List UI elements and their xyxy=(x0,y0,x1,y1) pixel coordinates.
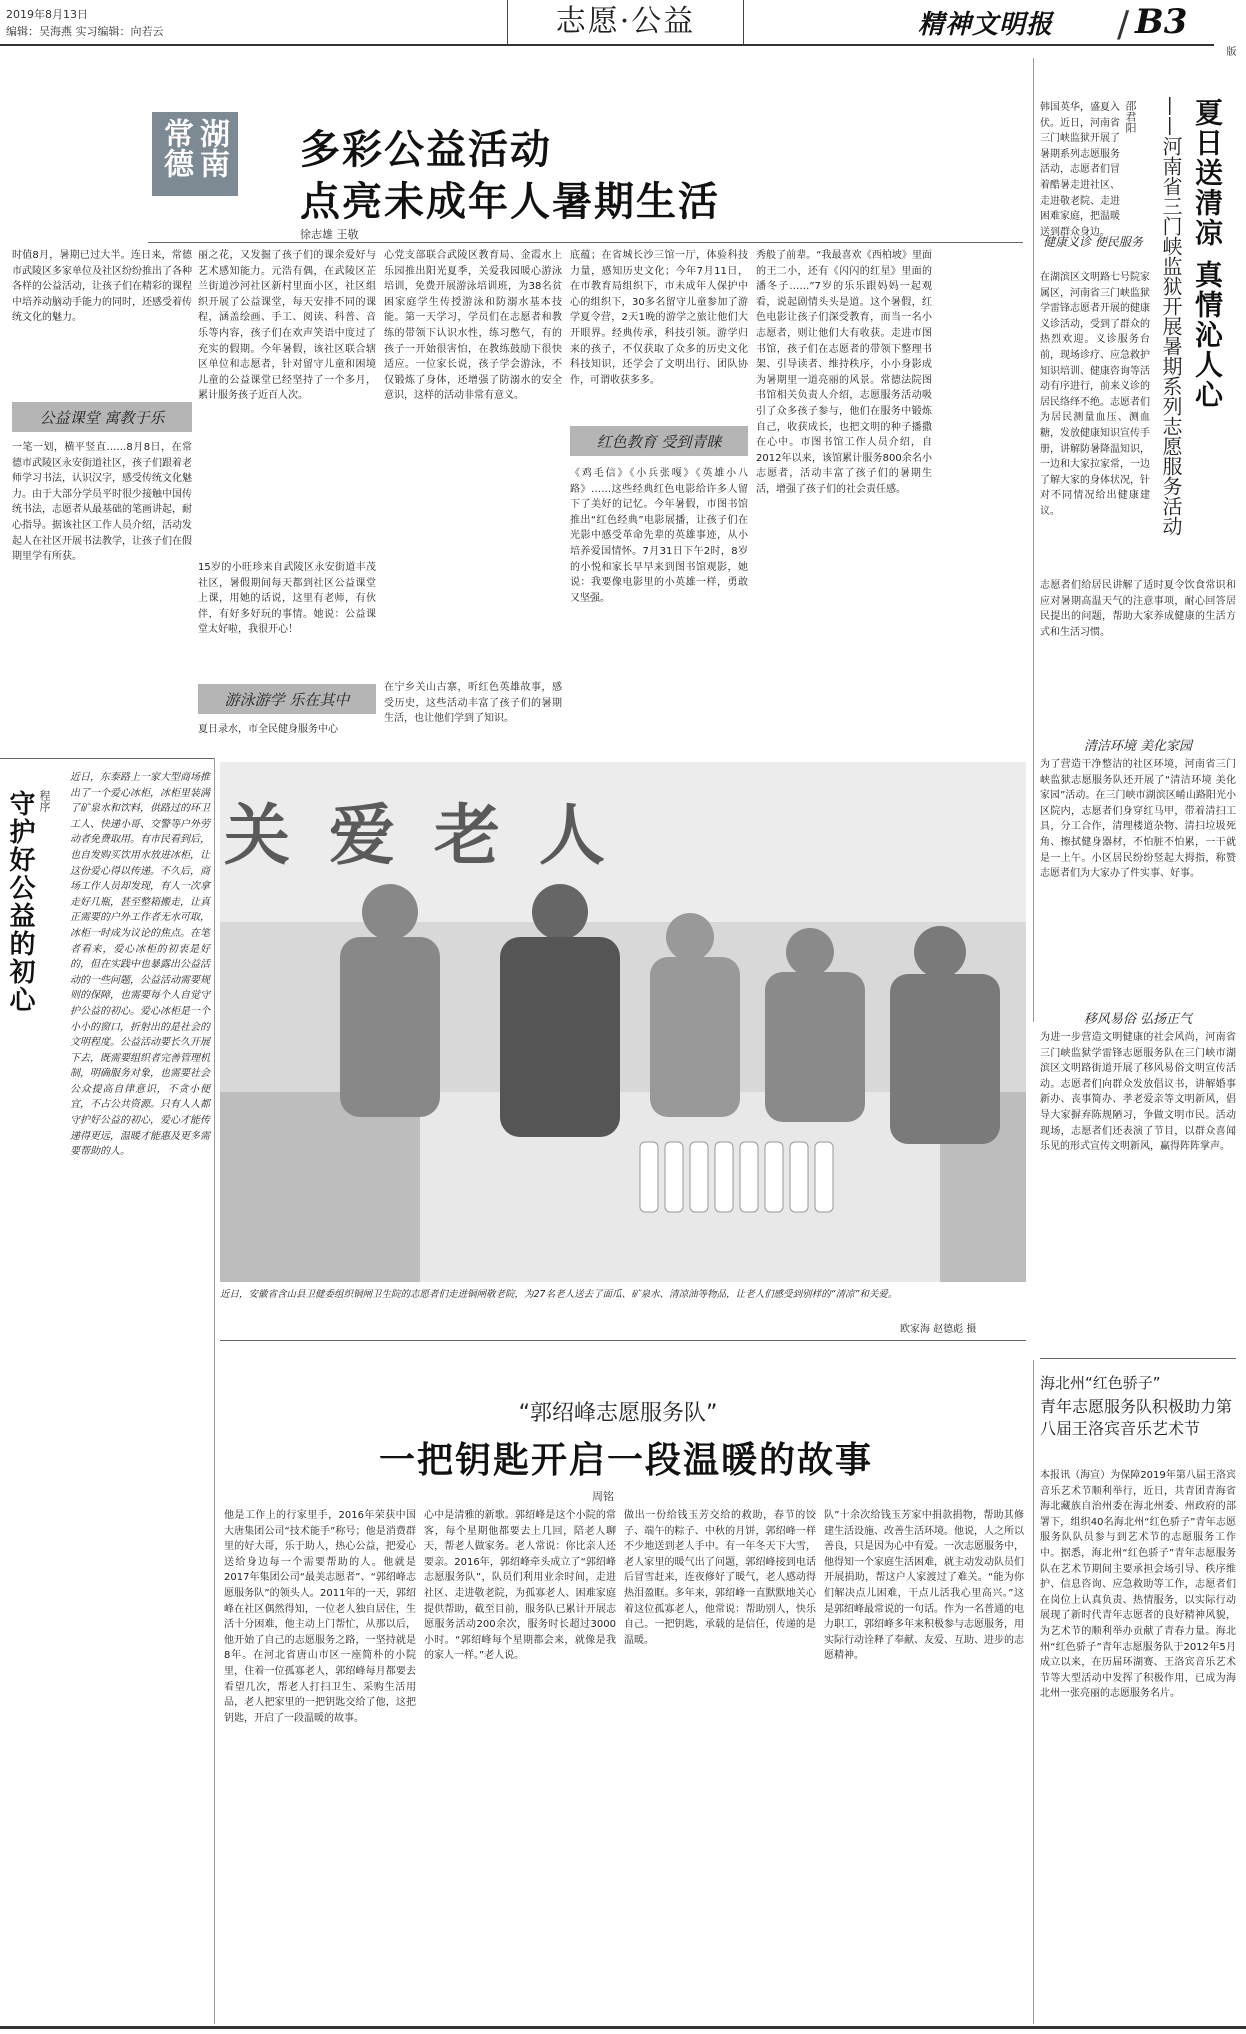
article5-top-rule xyxy=(1040,1358,1236,1359)
article5-left-rule xyxy=(1033,1360,1034,2024)
place-tag-line2: 常德 xyxy=(158,118,193,178)
article3-text: 近日，东泰路上一家大型商场推出了一个爱心冰柜，冰柜里装满了矿泉水和饮料，供路过的环卫工人、快递小哥、交警等户外劳动者免费取用。有市民看到后，也自发购买饮用水放进冰柜，让这份爱心得以传递。不久后，商场工作人员却发现，有人一次拿走好几瓶，甚至整箱搬走，让真正需要的户外工作者无水可取，冰柜一时成为议论的焦点。在笔者看来，爱心冰柜的初衷是好的，但在实践中也暴露出公益活动的一些问题，公益活动需要规则的保障，也需要每个人自觉守护公益的初心。爱心冰柜是一个小小的窗口，折射出的是社会的文明程度。公益活动要长久开展下去，既需要组织者完善管理机制，明确服务对象，也需要社会公众提高自律意识，不贪小便宜，不占公共资源。只有人人都守护好公益的初心，爱心才能传递得更远，温暖才能惠及更多需要帮助的人。 xyxy=(70,772,210,1158)
article2-left-rule xyxy=(1033,58,1034,1022)
article1-subhead1: 公益课堂 寓教于乐 xyxy=(39,409,165,427)
header-date: 2019年8月13日 xyxy=(6,8,88,21)
section-title: 志愿·公益 xyxy=(555,4,696,39)
news-photo xyxy=(220,762,1026,1282)
article1-subhead3: 红色教育 受到青睐 xyxy=(596,433,722,451)
article1-byline: 徐志雄 王敬 xyxy=(300,228,359,241)
article1-col2: 丽之花，又发掘了孩子们的课余爱好与艺术感知能力。元浩有偶，在武陵区芷兰街道沙河社区新村里面小区，社区组织开展了公益课堂，每天安排不同的课程，涵盖绘画、手工、阅读、科普、音乐等内容，孩子们在欢声笑语中度过了充实的假期。今年暑假，该社区联合辖区单位和志愿者，针对留守儿童和困境儿童的公益课堂已经坚持了一个多月，累计服务孩子近百人次。 xyxy=(198,250,376,402)
article2-p2: 为了营造干净整洁的社区环境，河南省三门峡监狱志愿服务队还开展了“清洁环境 美化家园”活动。在三门峡市湖滨区崤山路阳光小区院内，志愿者们身穿红马甲，带着清扫工具，分工合作，清理楼道杂物、清扫垃圾死角、擦拭健身器材，不怕脏不怕累，一干就是一上午。小区居民纷纷竖起大拇指，称赞志愿者们为大家办了件实事、好事。 xyxy=(1040,759,1236,880)
article2-p3: 为进一步营造文明健康的社会风尚，河南省三门峡监狱学雷锋志愿服务队在三门峡市湖滨区文明路街道开展了移风易俗文明宣传活动。志愿者们向群众发放倡议书，讲解婚事新办、丧事简办、孝老爱亲等文明新风，倡导大家摒弃陈规陋习，争做文明市民。活动现场，志愿者们还表演了节目，以群众喜闻乐见的形式宣传文明新风，赢得阵阵掌声。 xyxy=(1040,1032,1236,1153)
article2-title-sub: ——河南省三门峡监狱开展暑期系列志愿服务活动 xyxy=(1159,96,1183,536)
article1-title-rule xyxy=(148,242,1023,243)
header-rule xyxy=(0,44,1214,46)
article1-title-line1: 多彩公益活动 xyxy=(300,127,552,173)
place-tag-line1: 湖南 xyxy=(194,118,229,178)
photo-bottom-rule xyxy=(220,1340,1026,1341)
header-slash: / xyxy=(1117,4,1130,45)
article4-title: 一把钥匙开启一段温暖的故事 xyxy=(378,1440,873,1481)
article2-subhead3: 移风易俗 弘扬正气 xyxy=(1083,1012,1193,1027)
article4-col4: 队”十余次给钱玉芳家中捐款捐物，帮助其修建生活设施、改善生活环境。他说，人之所以善良，只是因为心中有爱。一次志愿服务中，他得知一个家庭生活困难，就主动发动队员们开展捐助，帮这户人家渡过了难关。“能为你们解决点儿困难，干点儿活我心里高兴。”这是郭绍峰最常说的一句话。作为一名普通的电力职工，郭绍峰多年来积极参与志愿服务，用实际行动诠释了奉献、友爱、互助、进步的志愿精神。 xyxy=(824,1510,1024,1662)
article3-title: 守护好公益的初心 xyxy=(5,790,35,1014)
article2-intro: 韩国英华，盛夏入伏。近日，河南省三门峡监狱开展了暑期系列志愿服务活动，志愿者们冒着酷暑走进社区、走进敬老院、走进困难家庭，把温暖送到群众身边。 xyxy=(1040,102,1120,238)
article1-col4b: 《鸡毛信》《小兵张嘎》《英雄小八路》……这些经典红色电影给许多人留下了美好的记忆。今年暑假，市图书馆推出“红色经典”电影展播，让孩子们在光影中感受革命先辈的英雄事迹，从小培养爱国情怀。7月31日下午2时，8岁的小悦和家长早早来到图书馆观影，她说：我要像电影里的小英雄一样，勇敢又坚强。 xyxy=(570,468,748,604)
section-title-box xyxy=(507,0,744,45)
photo-banner-text: 关 爱 老 人 xyxy=(224,797,613,874)
photo-credit: 欧家海 赵德彪 摄 xyxy=(900,1324,977,1335)
article2-subhead1: 健康义诊 便民服务 xyxy=(1043,235,1143,249)
article1-col5: 秀般了前辈。“我最喜欢《西柏坡》里面的王二小，还有《闪闪的红星》里面的潘冬子……”7岁的乐乐跟妈妈一起观看，说起剧情头头是道。这个暑假，红色电影让孩子们深受教育，而当一名小志愿者，则让他们大有收获。走进市图书馆，孩子们在志愿者的带领下整理书架、引导读者、维持秩序，小小身影成为暑期里一道亮丽的风景。常德法院图书馆相关负责人介绍，志愿服务活动吸引了众多孩子参与，他们在服务中锻炼自己，收获成长，也把文明的种子播撒在心中。市图书馆工作人员介绍，自2012年以来，该馆累计服务800余名小志愿者，活动丰富了孩子们的暑期生活，增强了孩子们的社会责任感。 xyxy=(756,250,932,495)
article1-col4: 底蕴；在省城长沙三馆一厅，体验科技力量，感知历史文化；今年7月11日，在市教育局组织下，市未成年人保护中心的组织下，30多名留守儿童参加了游学夏令营，2天1晚的游学之旅让他们大开眼界。经典传承，科技引领。游学归来的孩子，不仅获取了众多的历史文化科技知识，还学会了文明出行、团队协作，可谓收获多多。 xyxy=(570,250,748,386)
article3-byline: 程序 xyxy=(38,790,51,812)
article2-p1: 在湖滨区文明路七号院家属区，河南省三门峡监狱学雷锋志愿者开展的健康义诊活动，受到了群众的热烈欢迎。义诊服务台前，现场诊疗、应急救护知识培训、健康咨询等活动有序进行，前来义诊的居民络绎不绝。志愿者们为居民测量血压、测血糖，发放健康知识宣传手册，讲解防暑降温知识，一边和大家拉家常，一边了解大家的身体状况，针对不同情况给出健康建议。 xyxy=(1040,272,1150,517)
article2-p1b: 志愿者们给居民讲解了适时夏令饮食常识和应对暑期高温天气的注意事项，耐心回答居民提出的问题，帮助大家养成健康的生活方式和生活习惯。 xyxy=(1040,580,1236,638)
article5-text: 本报讯（海宣）为保障2019年第八届王洛宾音乐艺术节顺利举行，近日，共青团青海省海北藏族自治州委在海北州委、州政府的部署下，组织40名海北州“红色骄子”青年志愿服务队队员参与到艺术节的志愿服务工作中。据悉，海北州“红色骄子”青年志愿服务队在艺术节期间主要承担会场引导、秩序维护、信息咨询、应急救助等工作，志愿者们在岗位上认真负责、热情服务，以实际行动展现了新时代青年志愿者的良好精神风貌，为艺术节的顺利举办贡献了青春力量。海北州“红色骄子”青年志愿服务队于2012年5月成立以来，在历届环湖赛、王洛宾音乐艺术节等大型活动中发挥了积极作用，已成为海北州一张亮丽的志愿服务名片。 xyxy=(1040,1470,1236,1700)
article1-subhead2: 游泳游学 乐在其中 xyxy=(224,691,350,709)
article4-col1: 他是工作上的行家里手，2016年荣获中国大唐集团公司“技术能手”称号；他是消费群里的好大哥，乐于助人，热心公益，把爱心送给身边每一个需要帮助的人。他就是2017年集团公司“最美志愿者”、“郭绍峰志愿服务队”的领头人。2011年的一天，郭绍峰在社区偶然得知，一位老人独自居住，生活十分困难，他主动上门帮忙，从那以后，他开始了自己的志愿服务之路，一坚持就是8年。在河北省唐山市区一座简朴的小院里，住着一位孤寡老人，郭绍峰每月都要去看望几次，帮老人打扫卫生、采购生活用品，老人把家里的一把钥匙交给了他，这把钥匙，开启了一段温暖的故事。 xyxy=(224,1510,416,1724)
page-number: B3 xyxy=(1135,2,1188,42)
place-tag xyxy=(152,112,238,196)
article1-title-line2: 点亮未成年人暑期生活 xyxy=(300,179,720,225)
article3-top-rule xyxy=(0,758,215,759)
photo-caption: 近日，安徽省含山县卫健委组织铜闸卫生院的志愿者们走进铜闸敬老院，为27名老人送去了面瓜、矿泉水、清凉油等物品，让老人们感受到别样的“清凉”和关爱。 xyxy=(220,1289,898,1300)
article1-col2b: 15岁的小旺珍来自武陵区永安街道丰茂社区，暑假期间每天都到社区公益课堂上课，用她的话说，这里有老师，有伙伴，有好多好玩的事情。她说：公益课堂太好啦，我很开心！ xyxy=(198,562,376,636)
footer-rule xyxy=(0,2026,1246,2029)
article4-byline: 周铭 xyxy=(592,1490,614,1503)
article1-col3: 心党支部联合武陵区教育局、金霞水上乐园推出阳光夏季，关爱我园暖心游泳培训，免费开展游泳培训班，为38名贫困家庭学生传授游泳和防溺水基本技能。第一天学习，学员们在志愿者和教练的带领下认识水性，练习憋气，有的孩子一开始很害怕，在教练鼓励下很快适应。一位家长说，孩子学会游泳，不仅锻炼了身体，还增强了防溺水的安全意识，这样的活动非常有意义。 xyxy=(384,250,562,402)
article1-col1: 时值8月，暑期已过大半。连日来，常德市武陵区多家单位及社区纷纷推出了各种各样的公益活动，让孩子们在精彩的课程中培养动脑动手能力的同时，还感受着传统文化的魅力。 xyxy=(12,250,192,324)
article2-byline: 邵君阳 xyxy=(1124,100,1137,133)
article5-kicker: 海北州“红色骄子” xyxy=(1040,1374,1161,1392)
article3-right-rule xyxy=(214,758,215,2024)
article5-title: 青年志愿服务队积极助力第八届王洛宾音乐艺术节 xyxy=(1040,1397,1233,1438)
article4-col2: 心中是清雅的新歌。郭绍峰是这个小院的常客，每个星期他都要去上几回，陪老人聊天，帮老人做家务。老人常说：你比亲人还要亲。2016年，郭绍峰牵头成立了“郭绍峰志愿服务队”，队员们利用业余时间，走进社区、走进敬老院，为孤寡老人、困难家庭提供帮助，截至目前，服务队已累计开展志愿服务活动200余次，服务时长超过3000小时。“郭绍峰每个星期都会来，就像是我的家人一样。”老人说。 xyxy=(424,1510,616,1662)
page-suffix: 版 xyxy=(1224,46,1235,56)
article1-col3b: 在宁乡关山古寨，听红色英雄故事，感受历史，这些活动丰富了孩子们的暑期生活，也让他们学到了知识。 xyxy=(384,682,562,725)
article2-title-main: 夏日送清凉 真情沁人心 xyxy=(1191,98,1224,410)
header-editors: 编辑：吴海燕 实习编辑：向若云 xyxy=(6,25,164,38)
article1-col2c: 夏日录水，市全民健身服务中心 xyxy=(198,724,338,735)
article1-col1b: 一笔一划，横平竖直……8月8日，在常德市武陵区永安街道社区，孩子们跟着老师学习书法，认识汉字，感受传统文化魅力。由于大部分学员平时很少接触中国传统书法，志愿者从最基础的笔画讲起，耐心指导。据该社区工作人员介绍，活动发起人在社区开展书法教学，让孩子们在假期里学有所获。 xyxy=(12,442,192,563)
paper-name: 精神文明报 xyxy=(918,10,1054,40)
article4-col3: 做出一份给钱玉芳交给的救助，春节的饺子、端午的粽子、中秋的月饼，郭绍峰一样不少地送到老人手中。有一年冬天下大雪，老人家里的暖气出了问题，郭绍峰接到电话后冒雪赶来，连夜修好了暖气，老人感动得热泪盈眶。多年来，郭绍峰一直默默地关心着这位孤寡老人，他常说：帮助别人，快乐自己。一把钥匙，承载的是信任，传递的是温暖。 xyxy=(624,1510,816,1646)
article4-kicker: “郭绍峰志愿服务队” xyxy=(518,1401,718,1426)
article2-subhead2: 清洁环境 美化家园 xyxy=(1083,739,1193,754)
